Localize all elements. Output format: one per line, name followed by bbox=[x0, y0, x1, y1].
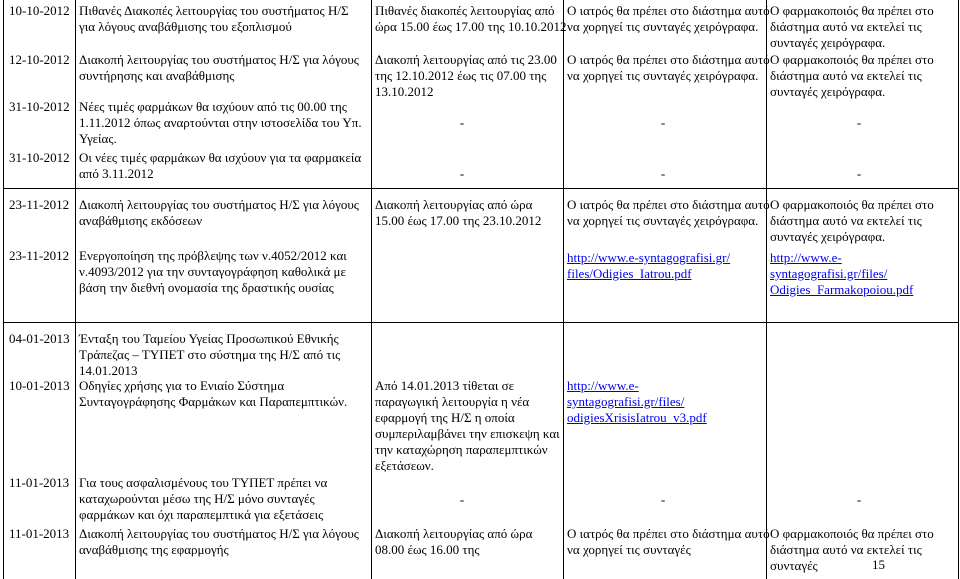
empty-cell-dash: - bbox=[856, 115, 862, 130]
table-cell-description: Διακοπή λειτουργίας του συστήματος Η/Σ για λόγους αναβάθμισης της εφαρμογής bbox=[79, 526, 359, 557]
link-line[interactable]: odigiesXrisisIatrou_v3.pdf bbox=[567, 410, 707, 425]
table-cell-description: Πιθανές Διακοπές λειτουργίας του συστήματος Η/Σ για λόγους αναβάθμισης του εξοπλισμού bbox=[79, 3, 349, 34]
table-cell-date: 23-11-2012 bbox=[9, 197, 70, 212]
link-line[interactable]: syntagografisi.gr/files/ bbox=[567, 394, 685, 409]
link-line[interactable]: Odigies_Farmakopoiou.pdf bbox=[770, 282, 914, 297]
table-cell-downtime: Από 14.01.2013 τίθεται σε παραγωγική λειτουργία η νέα εφαρμογή της Η/Σ η οποία συμπεριλαμβάνει την επισκεψη και την καταχώρηση παραπεμπτικών εξετάσεων. bbox=[375, 378, 560, 473]
table-cell-pharmacist-action: Ο φαρμακοποιός θα πρέπει στο διάστημα αυτό να εκτελεί τις συνταγές bbox=[770, 526, 934, 573]
table-cell-description: Νέες τιμές φαρμάκων θα ισχύουν από τις 00.00 της 1.11.2012 όπως αναρτούνται στην ιστοσελίδα του Υπ. Υγείας. bbox=[79, 99, 362, 146]
empty-cell-dash: - bbox=[660, 115, 666, 130]
table-cell-date: 04-01-2013 bbox=[9, 331, 70, 346]
table-cell-pharmacist-action: Ο φαρμακοποιός θα πρέπει στο διάστημα αυτό να εκτελεί τις συνταγές χειρόγραφα. bbox=[770, 197, 934, 244]
table-cell-description: Διακοπή λειτουργίας του συστήματος Η/Σ για λόγους αναβάθμισης εκδόσεων bbox=[79, 197, 359, 228]
empty-cell-dash: - bbox=[459, 492, 465, 507]
link-line[interactable]: syntagografisi.gr/files/ bbox=[770, 266, 888, 281]
table-cell-downtime: Διακοπή λειτουργίας από τις 23.00 της 12.10.2012 έως τις 07.00 της 13.10.2012 bbox=[375, 52, 557, 99]
table-cell-description: Οδηγίες χρήσης για το Ενιαίο Σύστημα Συνταγογράφησης Φαρμάκων και Παραπεμπτικών. bbox=[79, 378, 348, 409]
doctor-instructions-link[interactable] bbox=[567, 250, 771, 282]
table-cell-doctor-action: Ο ιατρός θα πρέπει στο διάστημα αυτό να χορηγεί τις συνταγές χειρόγραφα. bbox=[567, 197, 770, 228]
table-cell-date: 31-10-2012 bbox=[9, 99, 70, 114]
table-cell-doctor-action: Ο ιατρός θα πρέπει στο διάστημα αυτό να χορηγεί τις συνταγές χειρόγραφα. bbox=[567, 52, 770, 83]
table-cell-date: 10-10-2012 bbox=[9, 3, 70, 18]
page-number: 15 bbox=[872, 557, 885, 572]
table-cell-description: Για τους ασφαλισμένους του ΤΥΠΕΤ πρέπει να καταχωρούνται μέσω της Η/Σ μόνο συνταγές φαρμάκων και όχι παραπεμπτικά για εξετάσεις bbox=[79, 475, 328, 522]
table-cell-pharmacist-action: Ο φαρμακοποιός θα πρέπει στο διάστημα αυτό να εκτελεί τις συνταγές χειρόγραφα. bbox=[770, 52, 934, 99]
pharmacist-instructions-link[interactable] bbox=[770, 250, 950, 298]
table-cell-description: Διακοπή λειτουργίας του συστήματος Η/Σ για λόγους συντήρησης και αναβάθμισης bbox=[79, 52, 359, 83]
column-divider bbox=[75, 0, 76, 579]
empty-cell-dash: - bbox=[856, 166, 862, 181]
column-divider bbox=[766, 0, 767, 579]
empty-cell-dash: - bbox=[459, 115, 465, 130]
table-cell-pharmacist-action: Ο φαρμακοποιός θα πρέπει στο διάστημα αυτό να εκτελεί τις συνταγές χειρόγραφα. bbox=[770, 3, 934, 50]
table-cell-description: Ενεργοποίηση της πρόβλεψης των ν.4052/2012 και ν.4093/2012 για την συνταγογράφηση καθολικά με βάση την διεθνή ονομασία της δραστικής ουσίας bbox=[79, 248, 347, 295]
row-separator bbox=[3, 188, 959, 189]
table-cell-date: 10-01-2013 bbox=[9, 378, 70, 393]
table-cell-date: 11-01-2013 bbox=[9, 526, 70, 541]
link-line[interactable]: http://www.e-syntagografisi.gr/ bbox=[567, 250, 731, 265]
table-cell-doctor-action: Ο ιατρός θα πρέπει στο διάστημα αυτό να χορηγεί τις συνταγές bbox=[567, 526, 770, 557]
table-left-border bbox=[3, 0, 4, 579]
table-right-border bbox=[958, 0, 959, 579]
table-cell-date: 31-10-2012 bbox=[9, 150, 70, 165]
table-cell-downtime: Διακοπή λειτουργίας από ώρα 08.00 έως 16.00 της bbox=[375, 526, 533, 557]
link-line[interactable]: http://www.e- bbox=[567, 378, 639, 393]
doctor-instructions-link[interactable] bbox=[567, 378, 771, 426]
link-line[interactable]: http://www.e- bbox=[770, 250, 842, 265]
row-separator bbox=[3, 322, 959, 323]
empty-cell-dash: - bbox=[459, 166, 465, 181]
table-cell-description: Οι νέες τιμές φαρμάκων θα ισχύουν για τα φαρμακεία από 3.11.2012 bbox=[79, 150, 362, 181]
table-cell-doctor-action: Ο ιατρός θα πρέπει στο διάστημα αυτό να χορηγεί τις συνταγές χειρόγραφα. bbox=[567, 3, 770, 34]
table-cell-description: Ένταξη του Ταμείου Υγείας Προσωπικού Εθνικής Τράπεζας – ΤΥΠΕΤ στο σύστημα της Η/Σ από τις 14.01.2013 bbox=[79, 331, 341, 378]
table-cell-downtime: Πιθανές διακοπές λειτουργίας από ώρα 15.00 έως 17.00 της 10.10.2012 bbox=[375, 3, 567, 34]
empty-cell-dash: - bbox=[660, 492, 666, 507]
table-cell-date: 23-11-2012 bbox=[9, 248, 70, 263]
table-cell-date: 12-10-2012 bbox=[9, 52, 70, 67]
column-divider bbox=[371, 0, 372, 579]
table-cell-downtime: Διακοπή λειτουργίας από ώρα 15.00 έως 17.00 της 23.10.2012 bbox=[375, 197, 542, 228]
empty-cell-dash: - bbox=[660, 166, 666, 181]
link-line[interactable]: files/Odigies_Iatrou.pdf bbox=[567, 266, 692, 281]
empty-cell-dash: - bbox=[856, 492, 862, 507]
table-cell-date: 11-01-2013 bbox=[9, 475, 70, 490]
